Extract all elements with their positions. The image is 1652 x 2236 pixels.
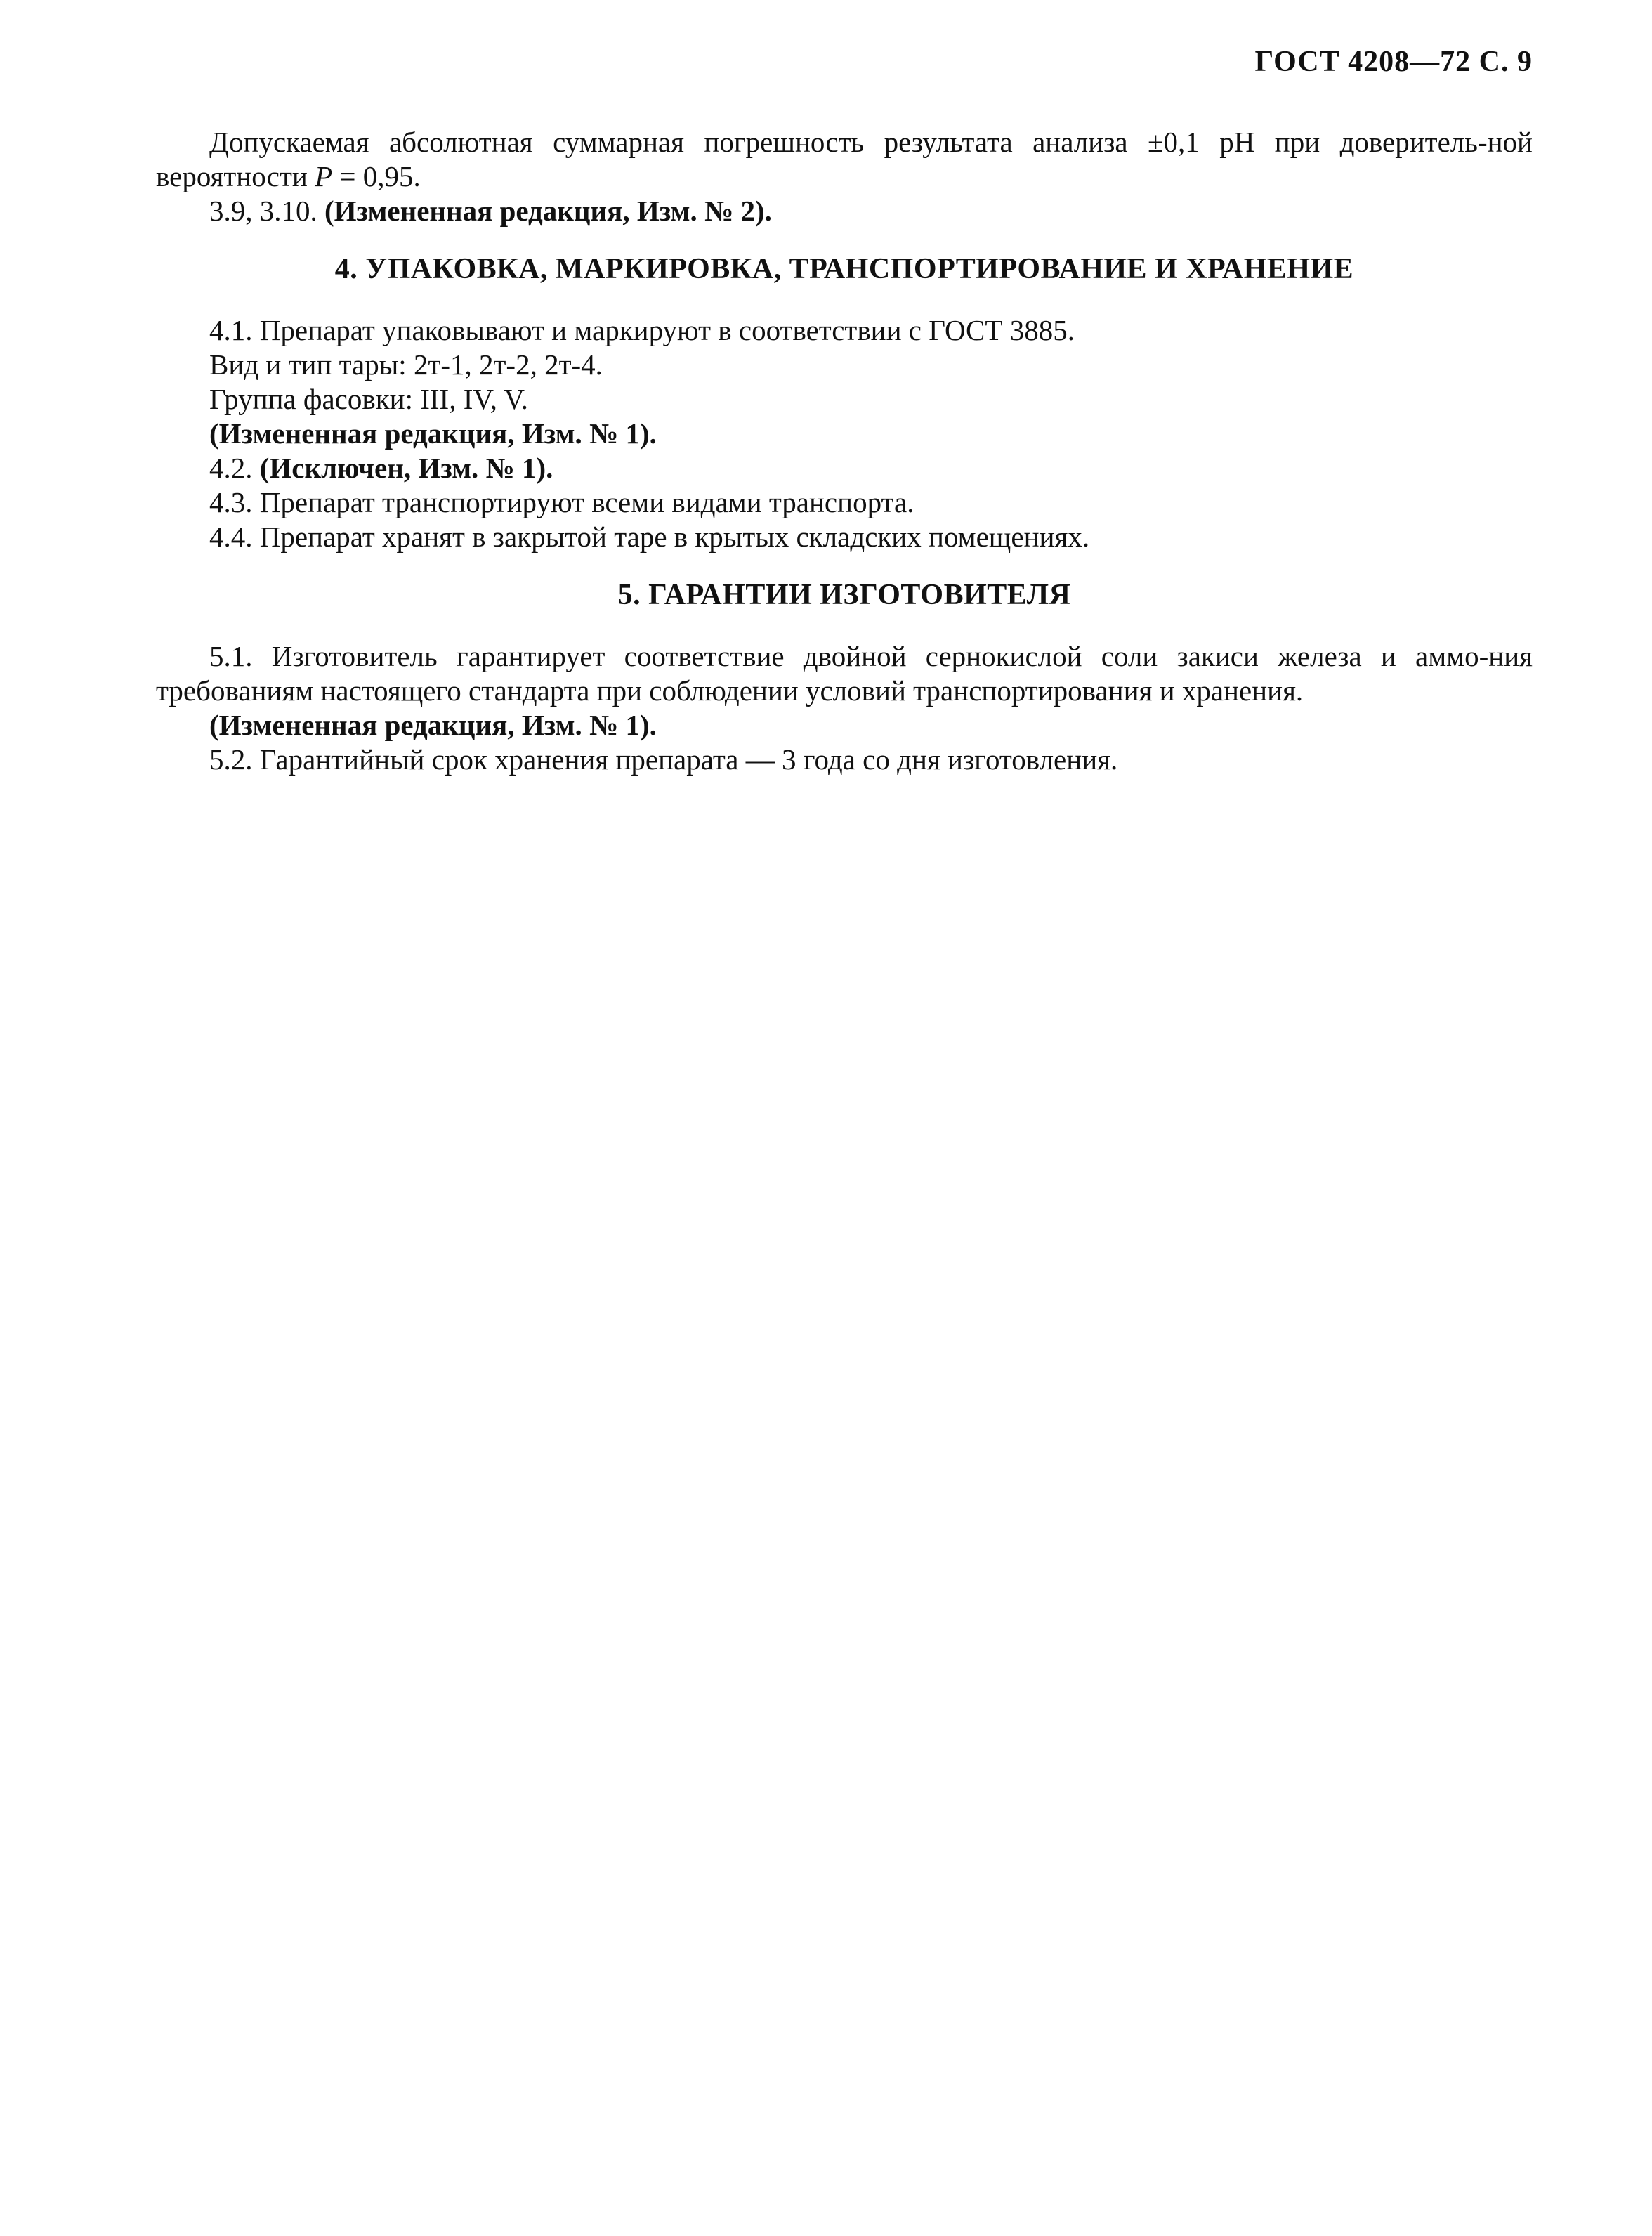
- clause-5-1: 5.1. Изготовитель гарантирует соответствие двойной сернокислой соли закиси железа и аммо-ния требованиям настоящего стандарта при соблюдении условий транспортирования и хранения.: [156, 640, 1533, 707]
- error-tolerance-paragraph: [156, 125, 1533, 194]
- amendment-text: (Измененная редакция, Изм. № 2).: [324, 195, 772, 227]
- clause-4-2: [156, 451, 1533, 485]
- clause-4-1: 4.1. Препарат упаковывают и маркируют в соответствии с ГОСТ 3885.: [209, 314, 1075, 346]
- page-header: ГОСТ 4208—72 С. 9: [1254, 46, 1533, 78]
- clause-4-3: 4.3. Препарат транспортируют всеми видами транспорта.: [209, 486, 914, 518]
- clause-4-2-number: 4.2.: [209, 452, 260, 484]
- clause-4-4: 4.4. Препарат хранят в закрытой таре в крытых складских помещениях.: [209, 521, 1090, 553]
- error-tolerance-text: Допускаемая абсолютная суммарная погрешность результата анализа ±0,1 рН при доверитель-ной вероятности: [156, 126, 1533, 192]
- document-body: [156, 125, 1533, 777]
- section-4-heading: 4. УПАКОВКА, МАРКИРОВКА, ТРАНСПОРТИРОВАНИЕ И ХРАНЕНИЕ: [334, 253, 1354, 285]
- probability-value: = 0,95.: [332, 160, 421, 192]
- probability-symbol: P: [315, 160, 333, 192]
- section-5-heading: 5. ГАРАНТИИ ИЗГОТОВИТЕЛЯ: [617, 579, 1071, 611]
- amendment-ref: 3.9, 3.10.: [209, 195, 324, 227]
- amendment-note-5-1: (Измененная редакция, Изм. № 1).: [209, 709, 657, 741]
- tare-type: Вид и тип тары: 2т-1, 2т-2, 2т-4.: [209, 348, 603, 381]
- amendment-note-2: [156, 194, 1533, 228]
- clause-5-2: 5.2. Гарантийный срок хранения препарата — 3 года со дня изготовления.: [209, 743, 1118, 776]
- packing-group: Группа фасовки: III, IV, V.: [209, 383, 529, 415]
- amendment-note-4-1: (Измененная редакция, Изм. № 1).: [209, 417, 657, 450]
- clause-4-2-text: (Исключен, Изм. № 1).: [259, 452, 553, 484]
